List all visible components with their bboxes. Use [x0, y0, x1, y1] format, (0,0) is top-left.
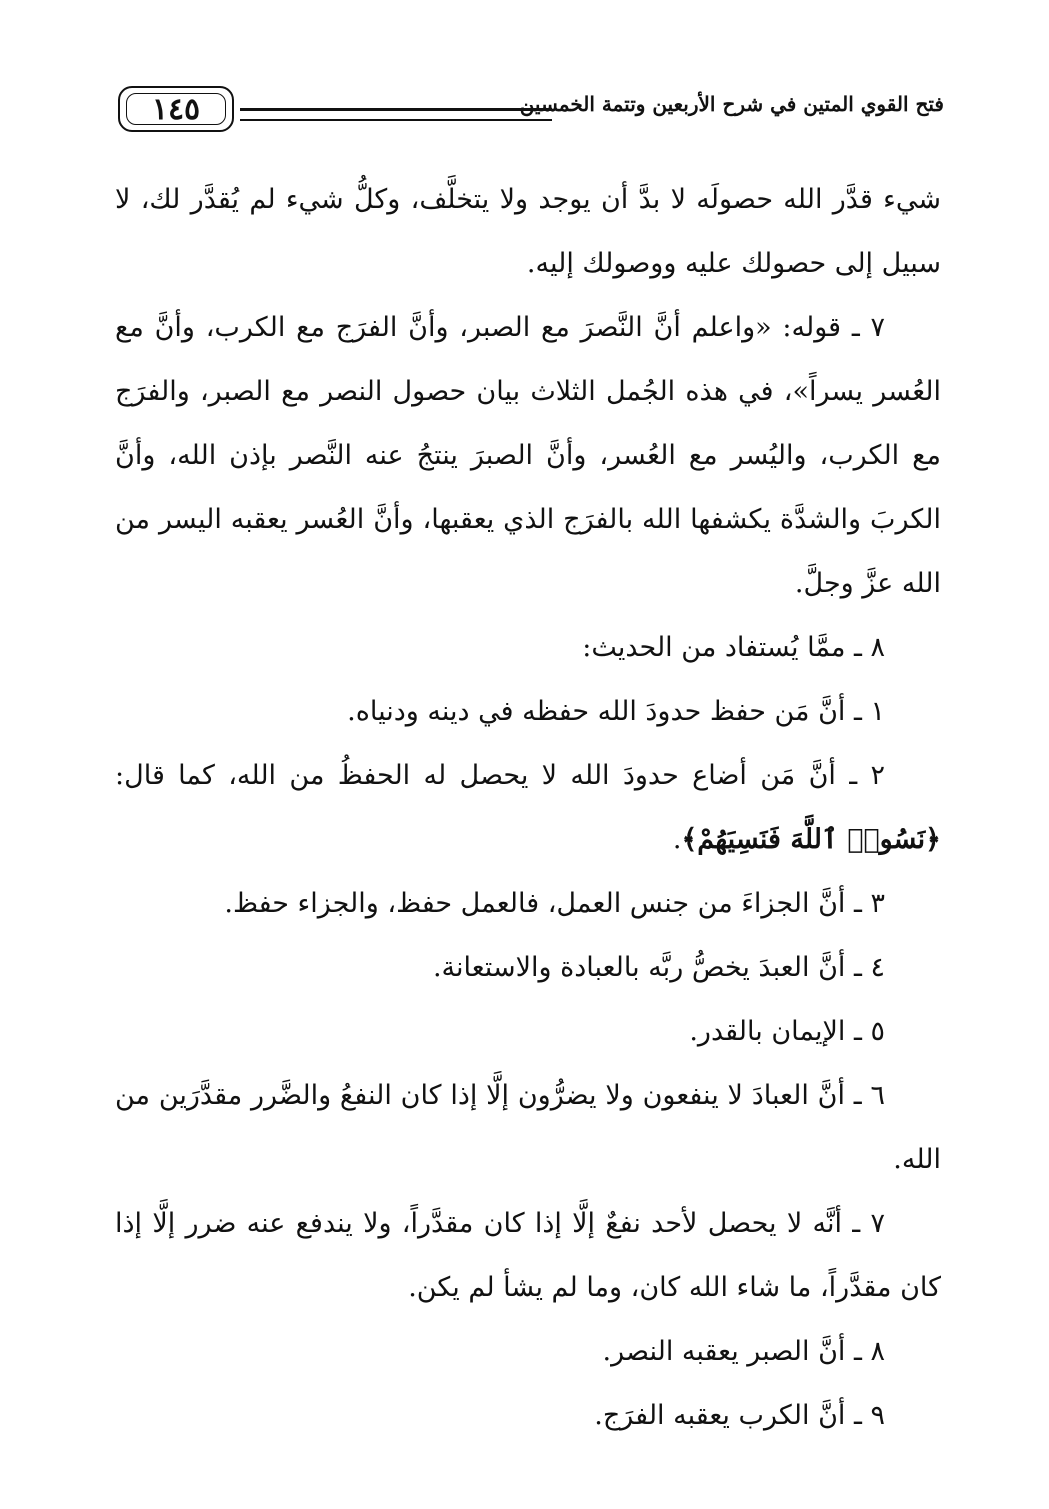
paragraph-intro: شيء قدَّر الله حصولَه لا بدَّ أن يوجد ولا يتخلَّف، وكلُّ شيء لم يُقدَّر لك، لا سبيل إلى حصولك عليه ووصولك إليه.: [115, 184, 941, 279]
list-item-1: ١ ـ أنَّ مَن حفظ حدودَ الله حفظه في دينه ودنياه.: [347, 696, 885, 727]
header-rule: [240, 108, 552, 121]
list-item-6: ٦ ـ أنَّ العبادَ لا ينفعون ولا يضرُّون إلَّا إذا كان النفعُ والضَّرر مقدَّرَين من الله.: [115, 1080, 941, 1175]
list-item-3: ٣ ـ أنَّ الجزاءَ من جنس العمل، فالعمل حفظ، والجزاء حفظ.: [224, 888, 885, 919]
page-number-frame: [118, 86, 234, 132]
list-item-2-end: .: [672, 824, 682, 855]
body-text: [115, 168, 941, 1448]
list-item-8: ٨ ـ أنَّ الصبر يعقبه النصر.: [602, 1336, 885, 1367]
page-header: [118, 86, 944, 138]
paragraph-7: ٧ ـ قوله: «واعلم أنَّ النَّصرَ مع الصبر، وأنَّ الفرَج مع الكرب، وأنَّ مع العُسر يسراً»، في هذه الجُمل الثلاث بيان حصول النصر مع الصبر، والفرَج مع الكرب، واليُسر مع العُسر، وأنَّ الصبرَ ينتجُ عنه النَّصر بإذن الله، وأنَّ الكربَ والشدَّة يكشفها الله بالفرَج الذي يعقبها، وأنَّ العُسر يعقبه اليسر من الله عزَّ وجلَّ.: [115, 312, 941, 599]
list-item-2-text: ٢ ـ أنَّ مَن أضاع حدودَ الله لا يحصل له الحفظُ من الله، كما قال:: [115, 760, 885, 791]
list-item-4: ٤ ـ أنَّ العبدَ يخصُّ ربَّه بالعبادة والاستعانة.: [432, 952, 885, 983]
list-item-5: ٥ ـ الإيمان بالقدر.: [689, 1016, 885, 1047]
list-item-2: [115, 744, 941, 872]
running-title: فتح القوي المتين في شرح الأربعين وتتمة الخمسين: [519, 92, 944, 116]
page-number: ١٤٥: [151, 91, 201, 127]
paragraph-8-heading: ٨ ـ ممَّا يُستفاد من الحديث:: [582, 632, 885, 663]
list-item-7: ٧ ـ أنَّه لا يحصل لأحد نفعٌ إلَّا إذا كان مقدَّراً، ولا يندفع عنه ضرر إلَّا إذا كان مقدَّراً، ما شاء الله كان، وما لم يشأ لم يكن.: [115, 1208, 941, 1303]
quran-quote: ﴿نَسُوا۟ ٱللَّهَ فَنَسِيَهُمْ﴾: [681, 824, 941, 855]
list-item-9: ٩ ـ أنَّ الكرب يعقبه الفرَج.: [594, 1400, 885, 1431]
